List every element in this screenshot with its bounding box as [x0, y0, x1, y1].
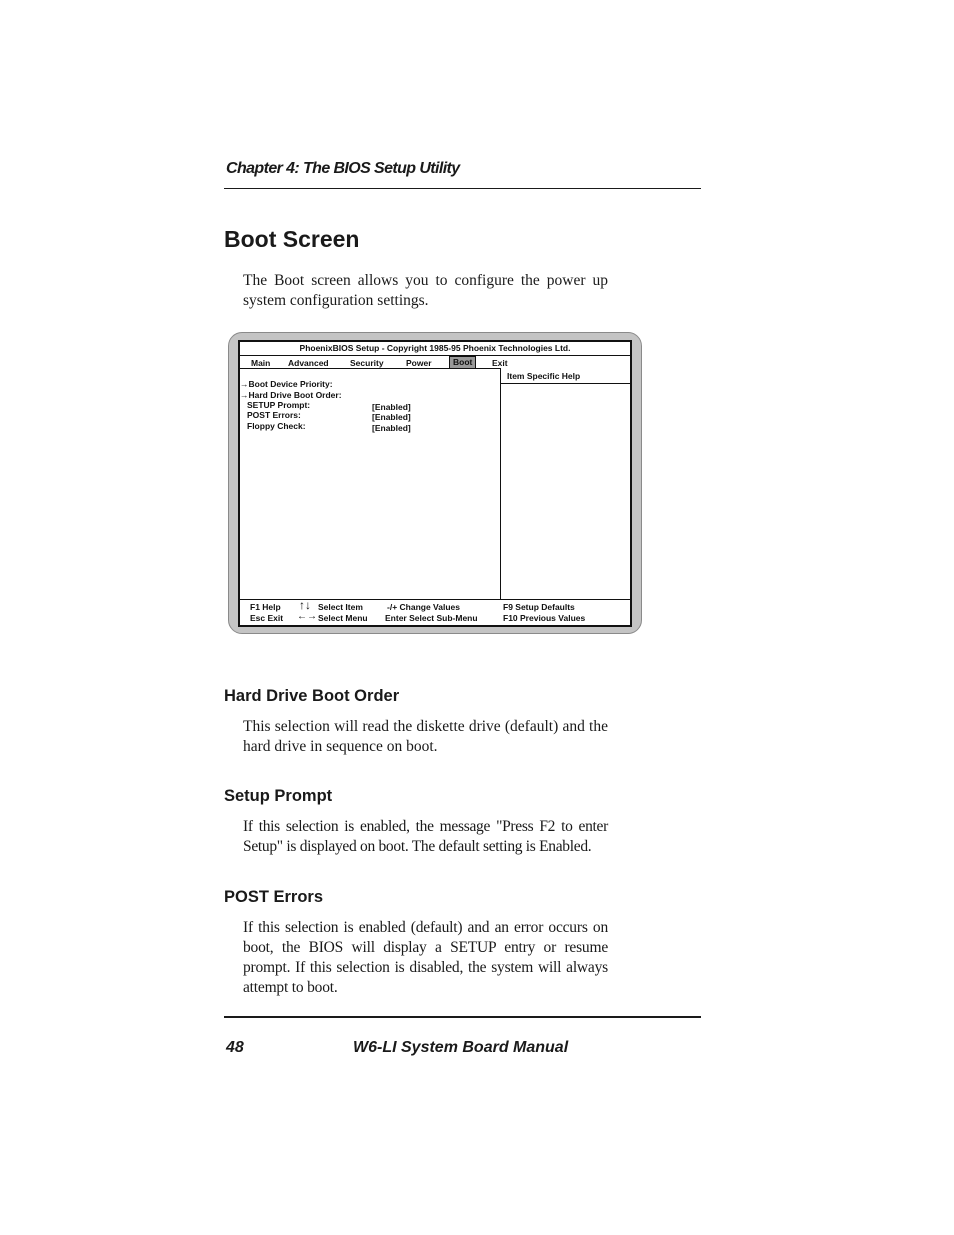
bios-help-title: Item Specific Help — [507, 371, 581, 381]
section-text-setup-prompt: If this selection is enabled, the message "Press F2 to enter Setup" is displayed on boot. The default setting is Enabled. — [243, 818, 608, 855]
bios-item-label: Boot Device Priority: — [248, 379, 333, 389]
section-heading-setup-prompt: Setup Prompt — [224, 787, 333, 805]
bios-menu-exit[interactable]: Exit — [492, 358, 508, 368]
bios-item-setup-prompt-value[interactable]: [Enabled] — [372, 402, 411, 412]
section-text-post-errors: If this selection is enabled (default) and an error occurs on boot, the BIOS will display a SETUP entry or resume prompt. If this selection is disabled, the system will always attempt to boot. — [243, 919, 608, 996]
left-right-arrows-icon: ←→ — [297, 611, 317, 622]
header-rule — [224, 188, 701, 189]
chapter-header: Chapter 4: The BIOS Setup Utility — [226, 160, 460, 177]
bios-key-f1-help: F1 Help — [250, 602, 281, 612]
bios-menu-main[interactable]: Main — [251, 358, 271, 368]
bios-key-enter-submenu: Enter Select Sub-Menu — [385, 613, 478, 623]
bios-item-setup-prompt-label: SETUP Prompt: — [247, 400, 311, 410]
bios-item-hard-drive-boot-order[interactable] — [240, 390, 342, 400]
submenu-arrow-icon: → — [240, 379, 249, 389]
bios-screen — [238, 340, 632, 627]
bios-item-label: Hard Drive Boot Order: — [248, 390, 342, 400]
bios-menu-boot-selected[interactable]: Boot — [449, 356, 476, 369]
submenu-arrow-icon: → — [240, 390, 249, 400]
bios-item-floppy-check-value[interactable]: [Enabled] — [372, 423, 411, 433]
bios-item-post-errors-label: POST Errors: — [247, 410, 301, 420]
bios-menu-security[interactable]: Security — [350, 358, 384, 368]
page-number: 48 — [226, 1039, 244, 1056]
up-down-arrows-icon: ↑↓ — [299, 598, 311, 612]
intro-paragraph: The Boot screen allows you to configure the power up system configuration settings. — [243, 272, 608, 309]
page-title: Boot Screen — [224, 226, 360, 252]
bios-item-floppy-check-label: Floppy Check: — [247, 421, 306, 431]
footer-rule — [224, 1016, 701, 1018]
bios-menu-power[interactable]: Power — [406, 358, 432, 368]
section-heading-hard-drive-boot-order: Hard Drive Boot Order — [224, 687, 400, 705]
bios-key-f10-previous: F10 Previous Values — [503, 613, 586, 623]
bios-item-post-errors-value[interactable]: [Enabled] — [372, 412, 411, 422]
bios-key-f9-defaults: F9 Setup Defaults — [503, 602, 575, 612]
section-heading-post-errors: POST Errors — [224, 888, 324, 906]
manual-title: W6-LI System Board Manual — [353, 1039, 569, 1056]
bios-key-select-item: Select Item — [318, 602, 363, 612]
bios-key-change-values: -/+ Change Values — [387, 602, 460, 612]
bios-help-divider — [500, 368, 501, 599]
bios-title-divider — [240, 355, 630, 356]
section-text-hard-drive-boot-order: This selection will read the diskette drive (default) and the hard drive in sequence on boot. — [243, 718, 608, 755]
bios-key-select-menu: Select Menu — [318, 613, 368, 623]
bios-menu-advanced[interactable]: Advanced — [288, 358, 329, 368]
bios-help-title-divider — [500, 383, 630, 384]
bios-item-boot-device-priority[interactable] — [240, 379, 333, 389]
bios-menu-divider — [240, 368, 500, 369]
bios-title: PhoenixBIOS Setup - Copyright 1985-95 Phoenix Technologies Ltd. — [299, 343, 571, 353]
bios-key-esc-exit: Esc Exit — [250, 613, 284, 623]
